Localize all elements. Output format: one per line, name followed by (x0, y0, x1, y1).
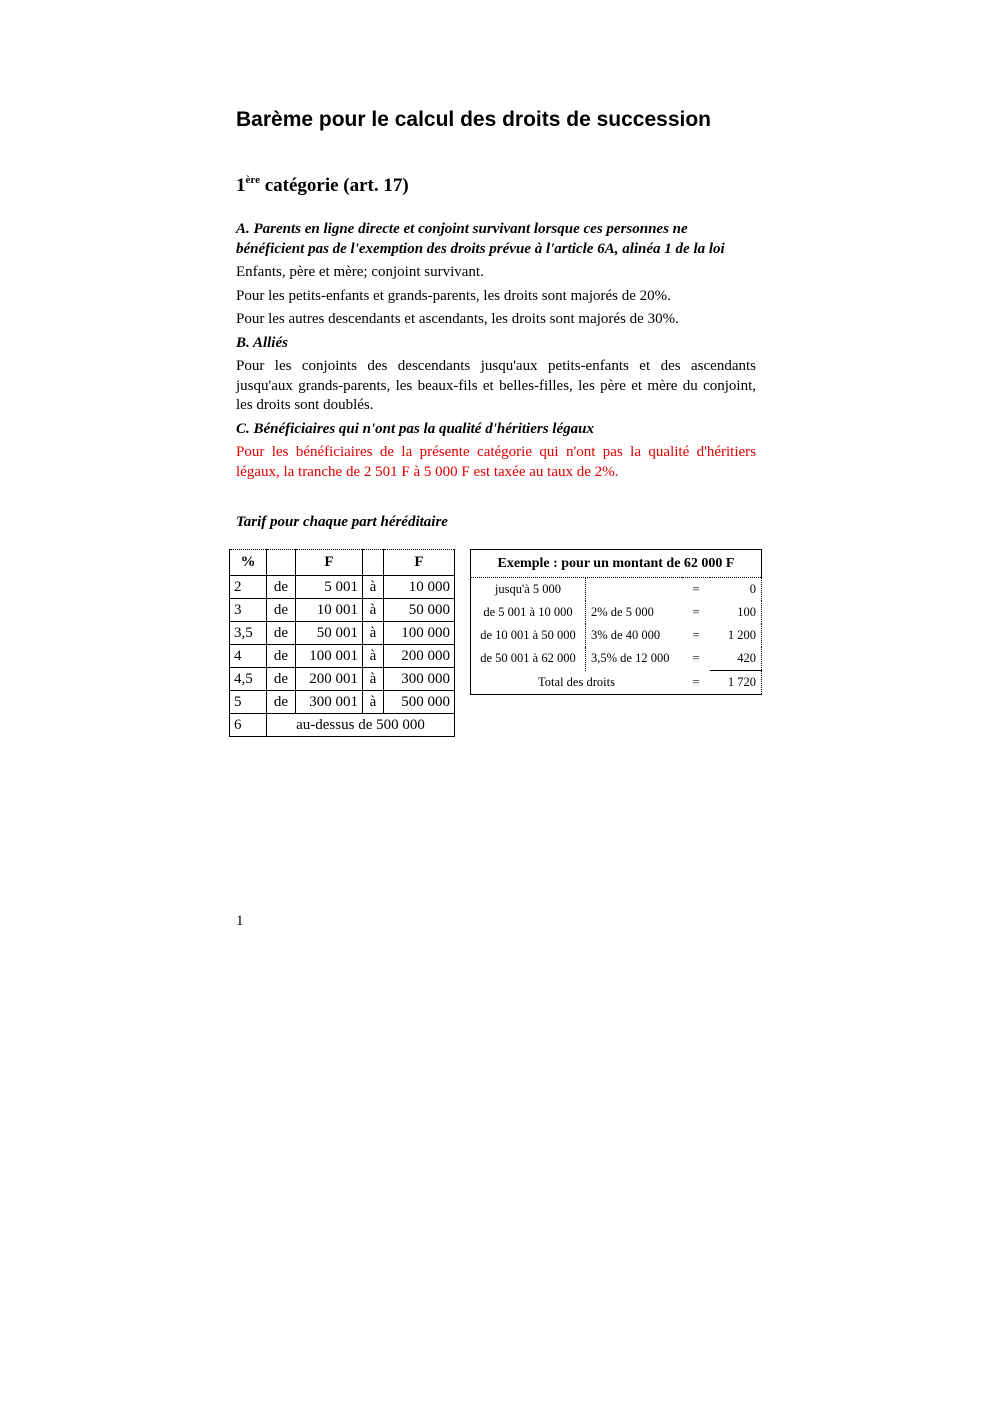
section-a-heading: A. Parents en ligne directe et conjoint survivant lorsque ces personnes ne bénéficient pas de l'exemption des droits prévue à l'article 6A, alinéa 1 de la loi (236, 221, 725, 257)
rate-de: de (267, 622, 296, 645)
rate-a: à (363, 622, 384, 645)
rate-above: au-dessus de 500 000 (267, 714, 455, 737)
table-row (230, 599, 455, 622)
section-a-paragraph-1: Enfants, père et mère; conjoint survivant. (236, 264, 484, 280)
document-body (236, 218, 756, 486)
table-row (230, 645, 455, 668)
example-eq: = (692, 582, 700, 596)
section-a-paragraph-3: Pour les autres descendants et ascendants, les droits sont majorés de 30%. (236, 311, 679, 327)
example-header-row (471, 550, 762, 578)
table-row (471, 578, 762, 602)
rate-to: 100 000 (384, 622, 455, 645)
example-amount: 1 200 (710, 624, 762, 647)
example-range: de 5 001 à 10 000 (471, 601, 586, 624)
rate-de: de (267, 668, 296, 691)
rate-pct: 4 (230, 645, 267, 668)
section-c-paragraph: Pour les bénéficiaires de la présente catégorie qui n'ont pas la qualité d'héritiers légaux, la tranche de 2 501 F à 5 000 F est taxée au taux de 2%. (236, 444, 756, 480)
section-a-paragraph-2: Pour les petits-enfants et grands-parents, les droits sont majorés de 20%. (236, 287, 671, 304)
example-total-row (471, 671, 762, 695)
rate-a: à (363, 576, 384, 599)
rate-de: de (267, 599, 296, 622)
example-calc (586, 578, 683, 602)
category-heading (236, 174, 409, 197)
table-row (471, 601, 762, 624)
section-b-heading: B. Alliés (236, 334, 288, 351)
rate-to: 300 000 (384, 668, 455, 691)
category-superscript: ère (245, 174, 260, 186)
rate-de: de (267, 645, 296, 668)
example-eq: = (692, 628, 700, 642)
rates-table (229, 549, 455, 737)
rate-from: 300 001 (296, 691, 363, 714)
rates-header-to: F (384, 550, 455, 576)
example-calc: 3% de 40 000 (591, 628, 661, 642)
example-total-amount: 1 720 (710, 671, 762, 695)
rate-pct: 5 (230, 691, 267, 714)
rate-a: à (363, 599, 384, 622)
rate-from: 200 001 (296, 668, 363, 691)
table-row (230, 576, 455, 599)
rates-header-pct: % (230, 550, 267, 576)
rate-pct: 4,5 (230, 668, 267, 691)
rates-header-row (230, 550, 455, 576)
example-amount: 100 (710, 601, 762, 624)
rate-a: à (363, 668, 384, 691)
rate-pct: 2 (230, 576, 267, 599)
rates-header-from: F (296, 550, 363, 576)
rates-header-blank (267, 550, 296, 576)
rate-de: de (267, 576, 296, 599)
table-row (471, 624, 762, 647)
rate-to: 10 000 (384, 576, 455, 599)
example-calc: 2% de 5 000 (591, 605, 654, 619)
example-total-label: Total des droits (471, 671, 683, 695)
page-number: 1 (236, 913, 244, 929)
rate-pct: 6 (230, 714, 267, 737)
rate-de: de (267, 691, 296, 714)
example-calc: 3,5% de 12 000 (591, 651, 670, 666)
table-row (230, 691, 455, 714)
rate-to: 200 000 (384, 645, 455, 668)
category-number: 1 (236, 175, 246, 196)
example-header: Exemple : pour un montant de 62 000 F (471, 550, 762, 578)
rate-from: 10 001 (296, 599, 363, 622)
example-table (470, 549, 762, 695)
page-title: Barème pour le calcul des droits de succession (236, 108, 712, 131)
rate-a: à (363, 691, 384, 714)
rate-pct: 3 (230, 599, 267, 622)
table-row (230, 668, 455, 691)
example-range: jusqu'à 5 000 (471, 578, 586, 602)
example-amount: 420 (710, 647, 762, 671)
rate-to: 50 000 (384, 599, 455, 622)
rate-a: à (363, 645, 384, 668)
table-row (230, 622, 455, 645)
section-b-paragraph: Pour les conjoints des descendants jusqu'aux petits-enfants et des ascendants jusqu'aux grands-parents, les beaux-fils et belles-filles, les père et mère du conjoint, les droits sont doublés. (236, 358, 756, 413)
rate-pct: 3,5 (230, 622, 267, 645)
example-range: de 10 001 à 50 000 (471, 624, 586, 647)
example-amount: 0 (710, 578, 762, 602)
tarif-heading: Tarif pour chaque part héréditaire (236, 514, 448, 530)
section-c-heading: C. Bénéficiaires qui n'ont pas la qualité d'héritiers légaux (236, 420, 594, 437)
rate-from: 100 001 (296, 645, 363, 668)
example-eq: = (692, 651, 700, 666)
rate-from: 50 001 (296, 622, 363, 645)
rates-header-blank (363, 550, 384, 576)
table-row (230, 714, 455, 737)
category-label: catégorie (art. 17) (259, 175, 409, 196)
table-row (471, 647, 762, 671)
rate-to: 500 000 (384, 691, 455, 714)
rate-from: 5 001 (296, 576, 363, 599)
example-eq: = (692, 605, 700, 619)
example-range: de 50 001 à 62 000 (471, 647, 586, 671)
example-eq: = (682, 671, 710, 695)
